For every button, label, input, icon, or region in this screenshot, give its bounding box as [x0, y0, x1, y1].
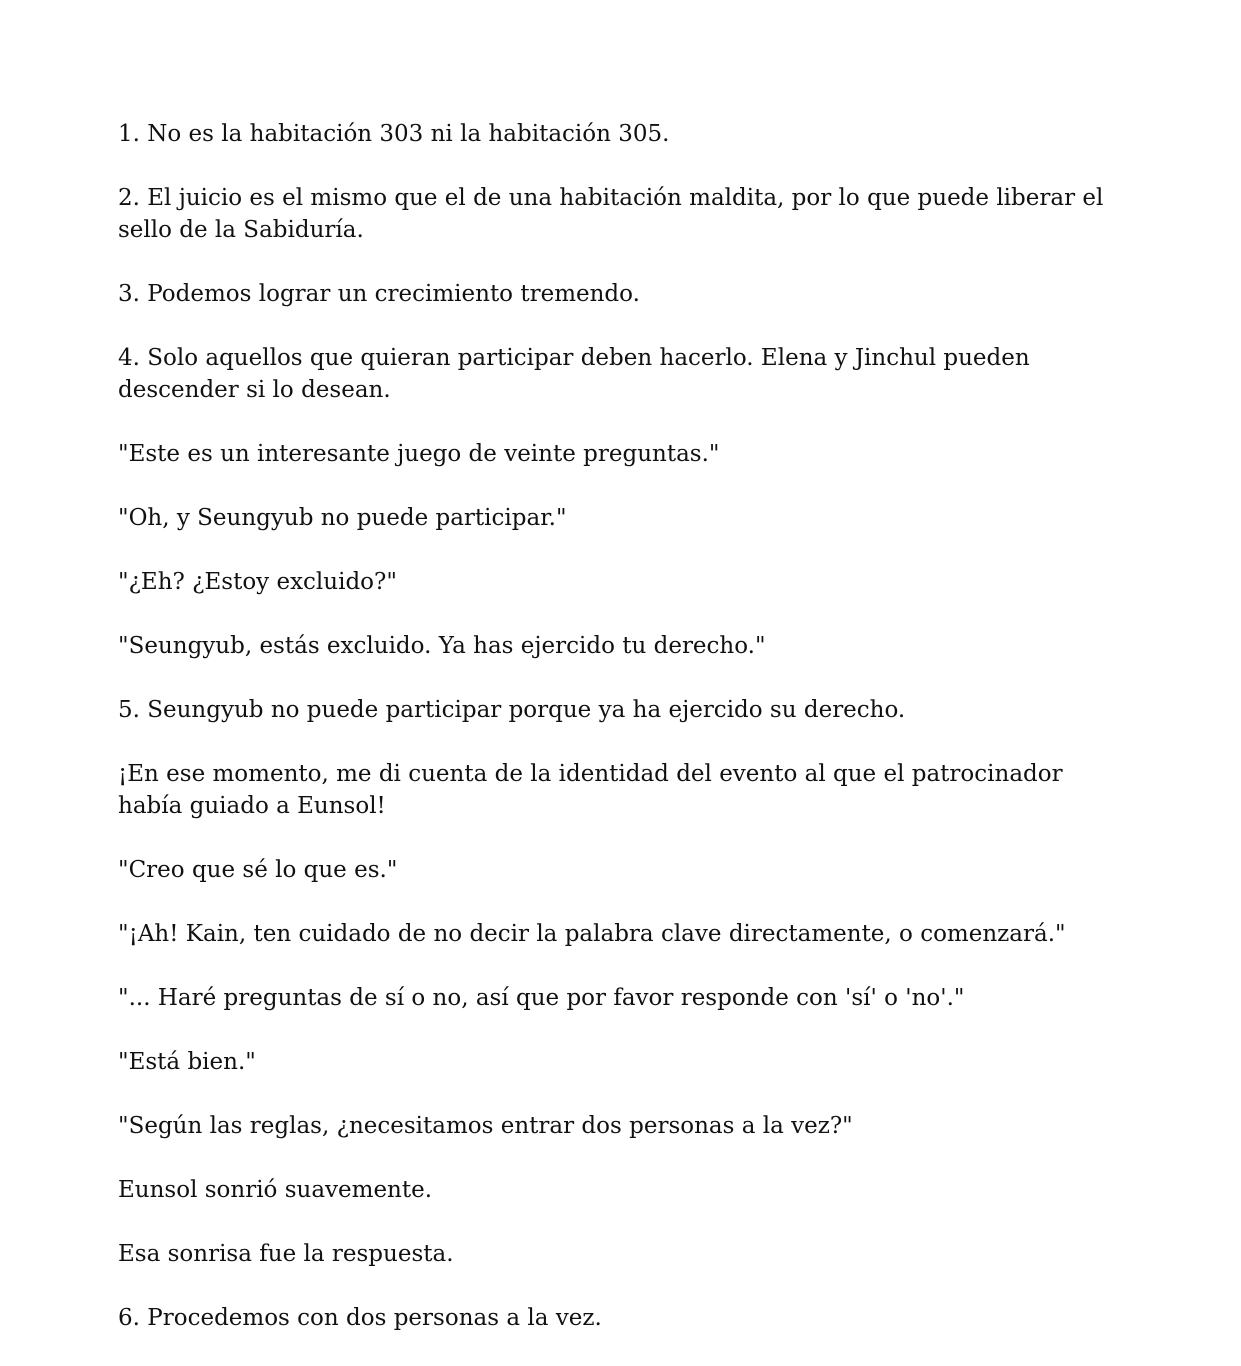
paragraph: 3. Podemos lograr un crecimiento tremendo. [118, 281, 640, 307]
paragraph: "Seungyub, estás excluido. Ya has ejercido tu derecho." [118, 633, 766, 659]
paragraph: 2. El juicio es el mismo que el de una habitación maldita, por lo que puede liberar el sello de la Sabiduría. [118, 185, 1104, 243]
paragraph: "... Haré preguntas de sí o no, así que por favor responde con 'sí' o 'no'." [118, 985, 965, 1011]
document-body [118, 118, 1128, 1366]
paragraph: ¡En ese momento, me di cuenta de la identidad del evento al que el patrocinador había guiado a Eunsol! [118, 761, 1063, 819]
paragraph: "Está bien." [118, 1049, 256, 1075]
paragraph: "Oh, y Seungyub no puede participar." [118, 505, 567, 531]
paragraph: 4. Solo aquellos que quieran participar deben hacerlo. Elena y Jinchul pueden descender si lo desean. [118, 345, 1030, 403]
paragraph: 1. No es la habitación 303 ni la habitación 305. [118, 121, 670, 147]
paragraph: 6. Procedemos con dos personas a la vez. [118, 1305, 602, 1331]
paragraph: "¡Ah! Kain, ten cuidado de no decir la palabra clave directamente, o comenzará." [118, 921, 1066, 947]
paragraph: "Este es un interesante juego de veinte preguntas." [118, 441, 720, 467]
paragraph: "¿Eh? ¿Estoy excluido?" [118, 569, 397, 595]
paragraph: Eunsol sonrió suavemente. [118, 1177, 433, 1203]
paragraph: 5. Seungyub no puede participar porque ya ha ejercido su derecho. [118, 697, 906, 723]
paragraph: "Según las reglas, ¿necesitamos entrar dos personas a la vez?" [118, 1113, 853, 1139]
paragraph: Esa sonrisa fue la respuesta. [118, 1241, 454, 1267]
paragraph: "Creo que sé lo que es." [118, 857, 398, 883]
